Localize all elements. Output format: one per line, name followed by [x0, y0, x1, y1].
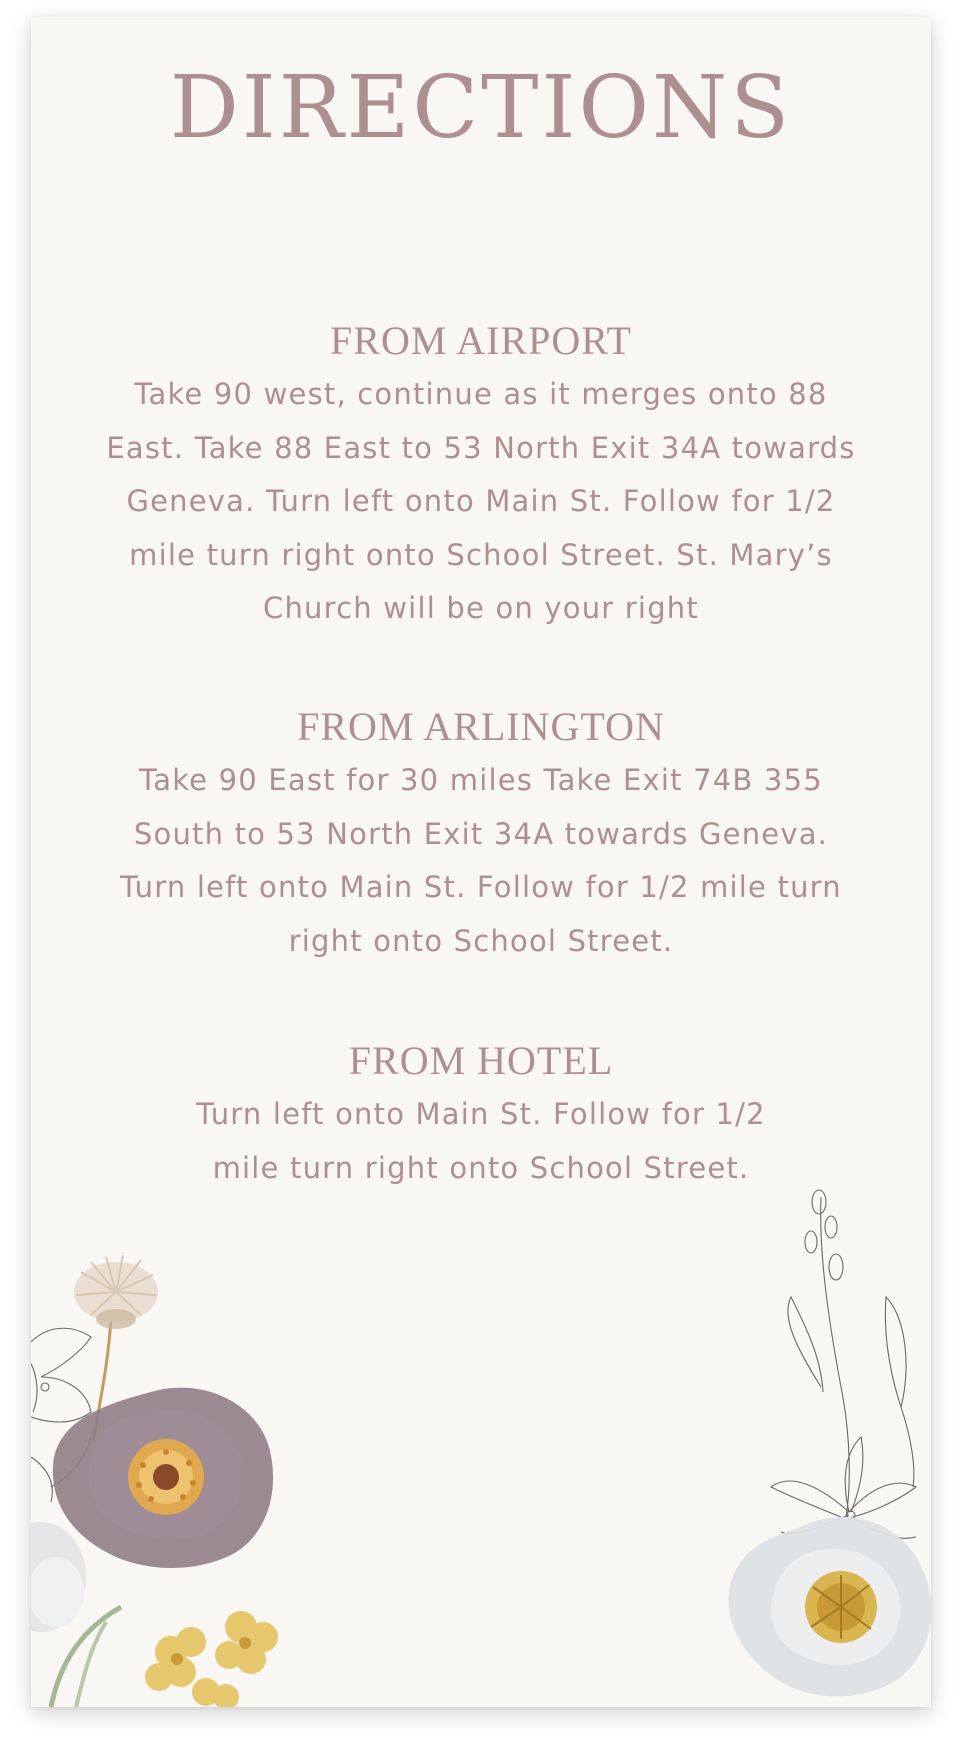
- directions-card: [31, 17, 931, 1707]
- floral-decoration-left: [31, 1227, 321, 1707]
- yellow-blossom-icon: [145, 1611, 278, 1707]
- section-body: Turn left onto Main St. Follow for 1/2 mile turn right onto School Street.: [196, 1097, 766, 1185]
- section-heading: FROM HOTEL: [348, 1038, 614, 1083]
- section-body: Take 90 East for 30 miles Take Exit 74B 355 South to 53 North Exit 34A towards Geneva. Turn left onto Main St. Follow for 1/2 mile turn right onto School Street.: [120, 763, 842, 958]
- white-anemone-icon: [31, 1522, 86, 1632]
- floral-decoration-right: [701, 1187, 931, 1707]
- page-title: DIRECTIONS: [169, 58, 793, 158]
- white-anemone-icon: [728, 1517, 931, 1696]
- mauve-poppy-icon: [53, 1388, 273, 1568]
- section-from-arlington: [91, 700, 871, 968]
- line-art-flower-icon: [771, 1190, 916, 1538]
- section-heading: FROM ARLINGTON: [297, 704, 665, 749]
- section-body: Take 90 west, continue as it merges onto 88 East. Take 88 East to 53 North Exit 34A towards Geneva. Turn left onto Main St. Follow for 1/2 mile turn right onto School Street. St. Mary’s Church will be on your right: [106, 377, 856, 625]
- section-from-hotel: [91, 1034, 871, 1195]
- section-heading: FROM AIRPORT: [330, 318, 632, 363]
- section-from-airport: [91, 314, 871, 636]
- clover-flower-icon: [74, 1255, 158, 1329]
